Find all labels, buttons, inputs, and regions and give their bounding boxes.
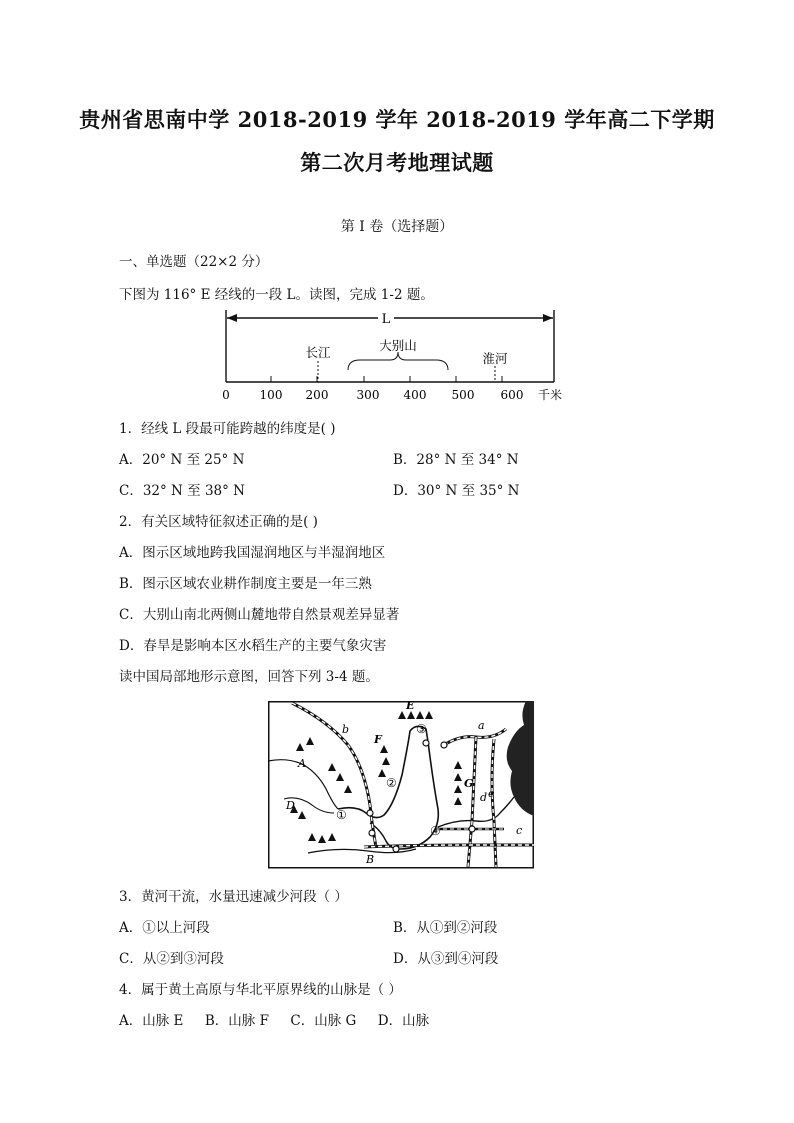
tick-label: 0 [222, 388, 230, 402]
q3-option-d: D．从③到④河段 [393, 951, 499, 967]
label-b: b [342, 723, 350, 736]
label-point-2: ② [386, 776, 397, 790]
q4-options: A．山脉 E B．山脉 F C．山脉 G D．山脉 [119, 1013, 430, 1029]
changjiang-label: 长江 [305, 345, 331, 360]
q2-option-d: D．春旱是影响本区水稻生产的主要气象灾害 [119, 638, 387, 654]
tick-label: 300 [356, 388, 380, 402]
part-heading: 一、单选题（22×2 分） [119, 254, 269, 270]
arrow-left-head [227, 314, 237, 322]
unit-label: 千米 [537, 388, 563, 402]
q2-option-c: C．大别山南北两侧山麓地带自然景观差异显著 [119, 607, 400, 623]
document-title-line1: 贵州省思南中学 2018-2019 学年 2018-2019 学年高二下学期 [79, 107, 715, 132]
intro-q1-2: 下图为 116° E 经线的一段 L。读图，完成 1-2 题。 [119, 287, 434, 303]
dabieshan-brace [348, 352, 448, 370]
label-c: c [516, 824, 523, 837]
q3-option-b: B．从①到②河段 [393, 920, 498, 936]
label-e: e [488, 787, 495, 800]
label-point-4: ④ [430, 824, 441, 838]
label-A: A [298, 757, 306, 770]
document-title-line2: 第二次月考地理试题 [300, 150, 494, 175]
label-D: D [286, 799, 295, 812]
label-E: E [406, 701, 415, 712]
q3-option-c: C．从②到③河段 [119, 951, 224, 967]
tick-label: 200 [305, 388, 329, 402]
figure-longitude-scale [210, 304, 580, 404]
tick-label: 100 [259, 388, 283, 402]
tick-label: 400 [403, 388, 427, 402]
label-G: G [464, 777, 474, 790]
intro-q3-4: 读中国局部地形示意图，回答下列 3-4 题。 [119, 669, 379, 685]
huaihe-label: 淮河 [482, 351, 508, 366]
q2-option-a: A．图示区域地跨我国湿润地区与半湿润地区 [119, 545, 386, 561]
q2-stem: 2．有关区域特征叙述正确的是( ) [119, 514, 318, 530]
q2-option-b: B．图示区域农业耕作制度主要是一年三熟 [119, 576, 372, 592]
label-F: F [374, 733, 382, 746]
label-B: B [366, 853, 375, 866]
arrow-right-head [543, 314, 553, 322]
tick-label: 500 [451, 388, 475, 402]
dabieshan-label: 大别山 [379, 338, 417, 353]
label-a: a [478, 719, 485, 732]
q1-option-b: B．28° N 至 34° N [393, 452, 519, 468]
q3-option-a: A．①以上河段 [119, 920, 210, 936]
q3-stem: 3．黄河干流，水量迅速减少河段（ ） [119, 889, 348, 905]
section-title: 第 I 卷（选择题） [340, 219, 454, 235]
figure-terrain-map [268, 701, 534, 869]
q1-option-c: C．32° N 至 38° N [119, 483, 245, 499]
q1-option-d: D．30° N 至 35° N [393, 483, 520, 499]
label-point-3: ③ [416, 722, 427, 736]
q1-option-a: A．20° N 至 25° N [119, 452, 245, 468]
q1-stem: 1．经线 L 段最可能跨越的纬度是( ) [119, 421, 336, 437]
tick-label: 600 [500, 388, 524, 402]
q4-stem: 4．属于黄土高原与华北平原界线的山脉是（ ） [119, 982, 402, 998]
label-d: d [480, 791, 488, 804]
label-point-1: ① [336, 808, 347, 822]
segment-label: L [381, 312, 391, 327]
